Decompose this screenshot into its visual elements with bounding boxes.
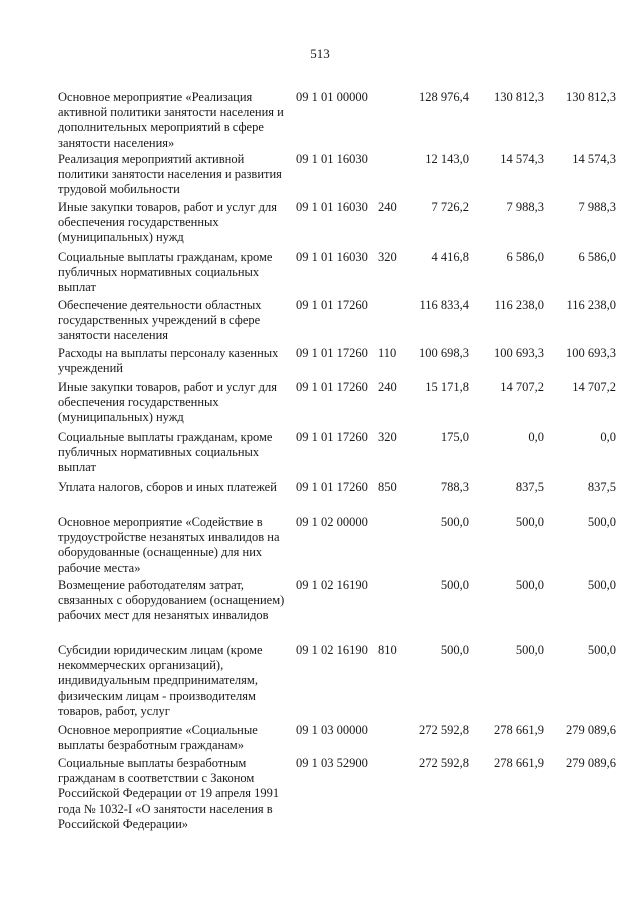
row-value-1: 116 833,4 bbox=[419, 298, 469, 312]
row-description: Социальные выплаты гражданам, кроме публичных нормативных социальных выплат bbox=[58, 430, 273, 475]
row-value-3: 500,0 bbox=[587, 515, 616, 529]
row-value-1: 4 416,8 bbox=[431, 250, 469, 264]
row-description: Уплата налогов, сборов и иных платежей bbox=[58, 480, 277, 494]
row-expense-type: 240 bbox=[378, 380, 397, 394]
row-value-3: 130 812,3 bbox=[566, 90, 616, 104]
row-description: Социальные выплаты гражданам, кроме публичных нормативных социальных выплат bbox=[58, 250, 273, 295]
row-expense-type: 320 bbox=[378, 250, 397, 264]
row-value-3: 837,5 bbox=[587, 480, 616, 494]
row-value-3: 14 707,2 bbox=[572, 380, 616, 394]
row-code: 09 1 01 16030 bbox=[296, 250, 368, 264]
row-value-3: 100 693,3 bbox=[566, 346, 616, 360]
row-code: 09 1 01 16030 bbox=[296, 152, 368, 166]
row-value-1: 500,0 bbox=[440, 578, 469, 592]
page-number: 513 bbox=[310, 46, 330, 61]
row-value-1: 175,0 bbox=[440, 430, 469, 444]
row-description: Расходы на выплаты персоналу казенных учреждений bbox=[58, 346, 279, 376]
row-value-3: 116 238,0 bbox=[566, 298, 616, 312]
row-description: Социальные выплаты безработным гражданам в соответствии с Законом Российской Федерации от 19 апреля 1991 года № 1032-I «О занятости населения в Российской Федерации» bbox=[58, 756, 280, 831]
row-description: Основное мероприятие «Социальные выплаты безработным гражданам» bbox=[58, 723, 258, 753]
row-value-3: 0,0 bbox=[600, 430, 616, 444]
row-code: 09 1 01 17260 bbox=[296, 346, 368, 360]
row-expense-type: 110 bbox=[378, 346, 397, 360]
row-description: Иные закупки товаров, работ и услуг для обеспечения государственных (муниципальных) нужд bbox=[58, 200, 278, 245]
row-value-2: 7 988,3 bbox=[506, 200, 544, 214]
row-value-2: 130 812,3 bbox=[494, 90, 544, 104]
row-value-1: 788,3 bbox=[440, 480, 469, 494]
row-value-3: 14 574,3 bbox=[572, 152, 616, 166]
row-description: Реализация мероприятий активной политики занятости населения и развития трудовой мобильности bbox=[58, 152, 282, 197]
row-code: 09 1 03 52900 bbox=[296, 756, 368, 770]
row-code: 09 1 01 17260 bbox=[296, 298, 368, 312]
row-value-3: 279 089,6 bbox=[566, 756, 616, 770]
row-value-1: 128 976,4 bbox=[419, 90, 469, 104]
row-expense-type: 810 bbox=[378, 643, 397, 657]
row-value-2: 500,0 bbox=[515, 578, 544, 592]
row-value-1: 272 592,8 bbox=[419, 723, 469, 737]
row-value-1: 12 143,0 bbox=[425, 152, 469, 166]
row-code: 09 1 01 17260 bbox=[296, 430, 368, 444]
row-value-2: 6 586,0 bbox=[506, 250, 544, 264]
row-code: 09 1 01 17260 bbox=[296, 480, 368, 494]
row-code: 09 1 02 00000 bbox=[296, 515, 368, 529]
row-description: Обеспечение деятельности областных государственных учреждений в сфере занятости населения bbox=[58, 298, 262, 343]
row-value-1: 15 171,8 bbox=[425, 380, 469, 394]
row-code: 09 1 02 16190 bbox=[296, 578, 368, 592]
row-expense-type: 240 bbox=[378, 200, 397, 214]
row-value-2: 500,0 bbox=[515, 643, 544, 657]
row-value-3: 6 586,0 bbox=[578, 250, 616, 264]
row-value-2: 278 661,9 bbox=[494, 723, 544, 737]
row-expense-type: 850 bbox=[378, 480, 397, 494]
row-value-2: 278 661,9 bbox=[494, 756, 544, 770]
row-value-1: 500,0 bbox=[440, 515, 469, 529]
row-code: 09 1 01 17260 bbox=[296, 380, 368, 394]
row-value-3: 500,0 bbox=[587, 643, 616, 657]
row-description: Иные закупки товаров, работ и услуг для обеспечения государственных (муниципальных) нужд bbox=[58, 380, 278, 425]
row-description: Субсидии юридическим лицам (кроме некоммерческих организаций), индивидуальным предпринимателям, физическим лицам - производителям товаров, работ, услуг bbox=[58, 643, 263, 718]
row-value-1: 7 726,2 bbox=[431, 200, 469, 214]
row-value-1: 272 592,8 bbox=[419, 756, 469, 770]
row-description: Возмещение работодателям затрат, связанных с оборудованием (оснащением) рабочих мест для незанятых инвалидов bbox=[58, 578, 285, 623]
row-value-2: 837,5 bbox=[515, 480, 544, 494]
row-value-1: 500,0 bbox=[440, 643, 469, 657]
row-code: 09 1 01 00000 bbox=[296, 90, 368, 104]
row-value-1: 100 698,3 bbox=[419, 346, 469, 360]
row-code: 09 1 01 16030 bbox=[296, 200, 368, 214]
row-value-3: 279 089,6 bbox=[566, 723, 616, 737]
row-value-2: 500,0 bbox=[515, 515, 544, 529]
row-code: 09 1 02 16190 bbox=[296, 643, 368, 657]
row-value-2: 14 574,3 bbox=[500, 152, 544, 166]
row-value-3: 500,0 bbox=[587, 578, 616, 592]
row-value-2: 116 238,0 bbox=[494, 298, 544, 312]
row-description: Основное мероприятие «Реализация активной политики занятости населения и дополнительных мероприятий в сфере занятости населения» bbox=[58, 90, 284, 150]
row-code: 09 1 03 00000 bbox=[296, 723, 368, 737]
row-description: Основное мероприятие «Содействие в трудоустройстве незанятых инвалидов на оборудованные (оснащенные) для них рабочие места» bbox=[58, 515, 280, 575]
row-value-2: 14 707,2 bbox=[500, 380, 544, 394]
row-value-3: 7 988,3 bbox=[578, 200, 616, 214]
row-value-2: 100 693,3 bbox=[494, 346, 544, 360]
row-value-2: 0,0 bbox=[528, 430, 544, 444]
row-expense-type: 320 bbox=[378, 430, 397, 444]
